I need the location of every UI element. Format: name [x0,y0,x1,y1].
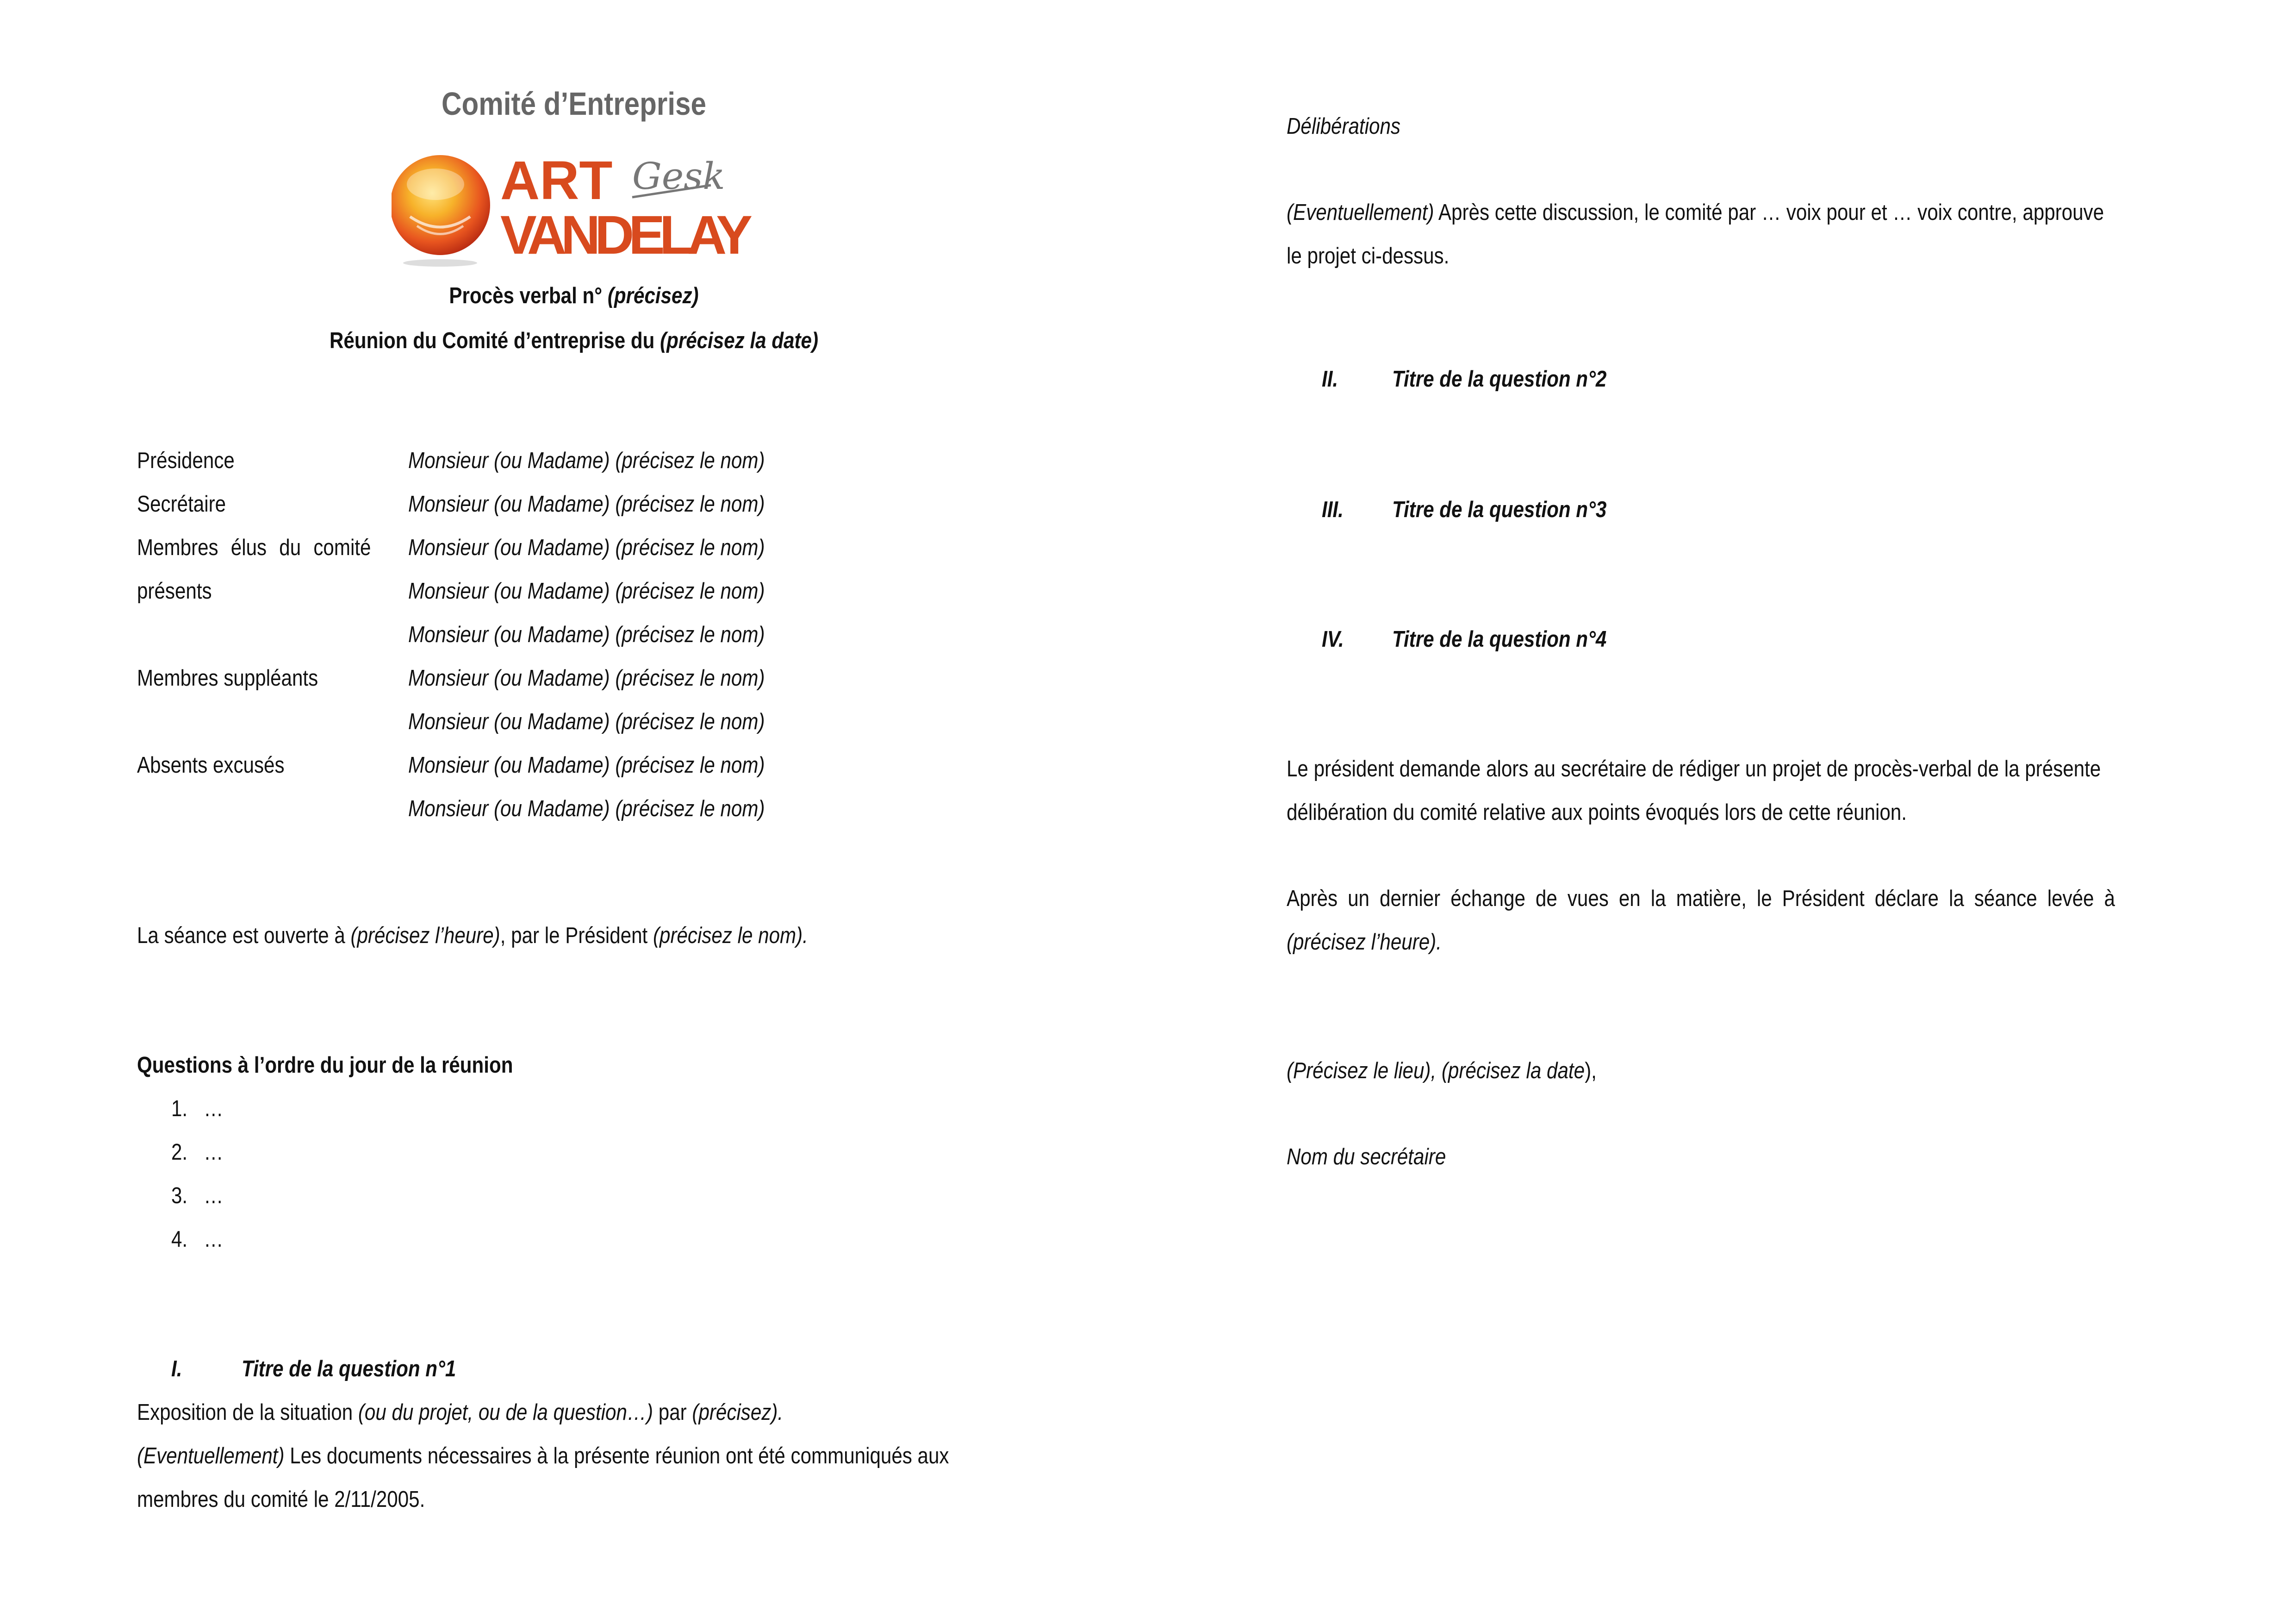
page-title: Comité d’Entreprise [441,86,707,122]
attendee-name: Monsieur (ou Madame) (précisez le nom) [408,579,765,604]
attendee-name: Monsieur (ou Madame) (précisez le nom) [408,796,765,821]
pv-heading [319,274,829,318]
question-3-number: III. [1322,497,1344,522]
request-line-1: Le président demande alors au secrétaire de rédiger un projet de procès-verbal de la présente [1287,756,2101,781]
question-1-exposition: Exposition de la situation (ou du projet, ou de la question…) par (précisez). [137,1400,784,1425]
logo-vandelay: VANDELAY [500,205,753,266]
closing-line-1: Après un dernier échange de vues en la matière, le Président déclare la séance levée à [1287,886,2115,911]
question-3-title: Titre de la question n°3 [1392,497,1607,522]
question-1-title: Titre de la question n°1 [242,1356,456,1381]
deliberations-heading: Délibérations [1287,114,1400,139]
question-1-number: I. [171,1356,182,1381]
meeting-label: Réunion du Comité d’entreprise du [329,328,655,353]
agenda-item: 1. … [171,1096,224,1121]
logo-art: ART [500,150,613,211]
agenda-item: 3. … [171,1183,224,1208]
question-1-documents-cont: membres du comité le 2/11/2005. [137,1487,425,1512]
company-logo [392,147,757,268]
attendee-name: Monsieur (ou Madame) (précisez le nom) [408,709,765,734]
opening-president: (précisez le nom). [653,923,808,948]
opening-text-1: La séance est ouverte à [137,923,351,948]
logo-gesk: Gesk [632,155,725,198]
label-suppleants: Membres suppléants [137,666,318,691]
question-4-number: IV. [1322,627,1344,652]
meeting-date: (précisez la date) [660,328,819,353]
attendee-name: Monsieur (ou Madame) (précisez le nom) [408,666,765,691]
label-membres-presents: présents [137,579,212,604]
approval-line-2: le projet ci-dessus. [1287,244,1450,269]
attendee-name: Monsieur (ou Madame) (précisez le nom) [408,622,765,647]
attendee-name: Monsieur (ou Madame) (précisez le nom) [408,535,765,560]
agenda-item: 2. … [171,1140,224,1165]
pv-label: Procès verbal n° [449,283,603,308]
question-1-documents: (Eventuellement) Les documents nécessaires à la présente réunion ont été communiqués aux [137,1443,949,1468]
opening-time: (précisez l’heure) [350,923,500,948]
label-absents: Absents excusés [137,753,285,778]
closing-line-2: (précisez l’heure). [1287,930,1442,955]
opening-text-2: , par le Président [500,923,653,948]
label-secretaire: Secrétaire [137,492,226,517]
attendee-name: Monsieur (ou Madame) (précisez le nom) [408,492,765,517]
question-2-title: Titre de la question n°2 [1392,367,1607,392]
attendee-name: Monsieur (ou Madame) (précisez le nom) [408,753,765,778]
label-membres-elus: Membres élus du comité [137,535,371,560]
pv-number: (précisez) [607,283,699,308]
label-presidence: Présidence [137,448,235,473]
secretary-signature: Nom du secrétaire [1287,1144,1446,1169]
question-2-number: II. [1322,367,1338,392]
meeting-heading [280,319,869,362]
agenda-item: 4. … [171,1227,224,1252]
request-line-2: délibération du comité relative aux points évoqués lors de cette réunion. [1287,800,1907,825]
agenda-heading: Questions à l’ordre du jour de la réunion [137,1053,513,1078]
attendee-name: Monsieur (ou Madame) (précisez le nom) [408,448,765,473]
right-page [1148,0,2296,1624]
approval-line-1: (Eventuellement) Après cette discussion, le comité par … voix pour et … voix contre, approuve [1287,200,2104,225]
opening-statement [137,914,808,957]
question-4-title: Titre de la question n°4 [1392,627,1607,652]
place-date: (Précisez le lieu), (précisez la date), [1287,1058,1597,1083]
